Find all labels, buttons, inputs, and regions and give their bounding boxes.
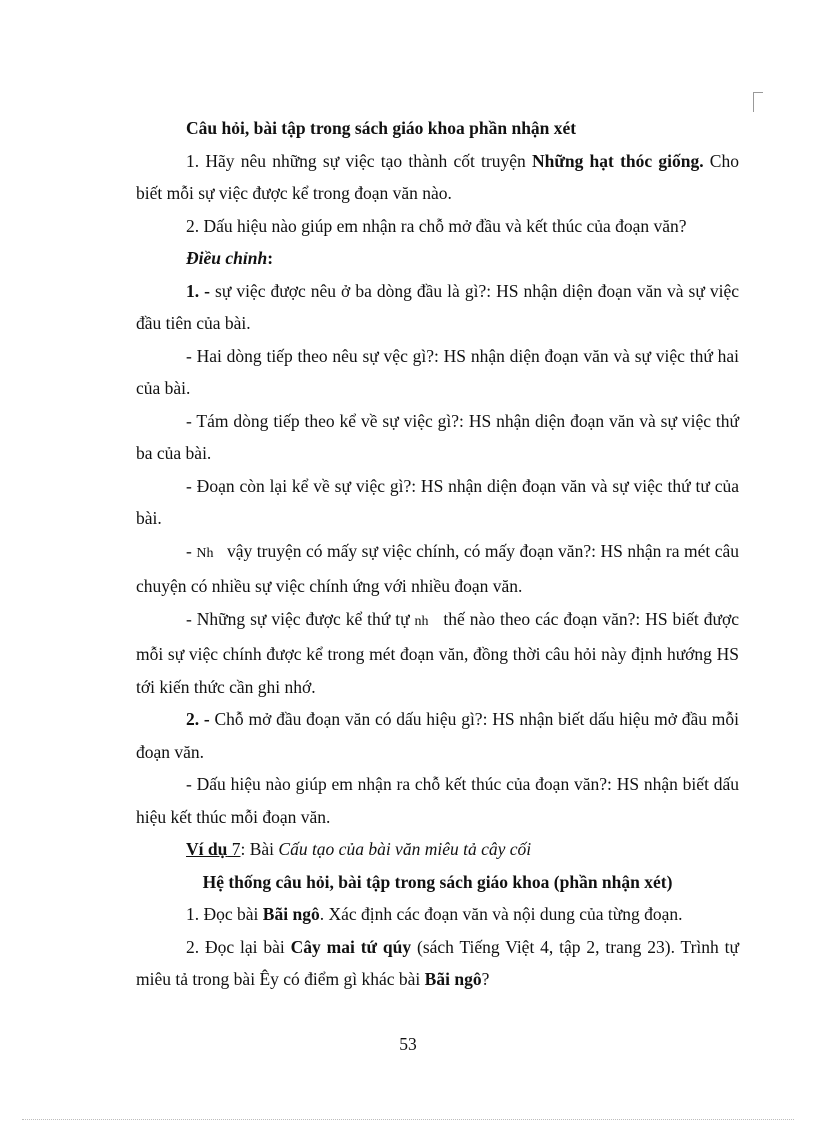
- adjust-heading: Điều chỉnh:: [186, 248, 274, 268]
- answer-1-4: - Đoạn còn lại kể về sự việc gì?: HS nhận diện đoạn văn và sự việc thứ tư của bài.: [136, 475, 739, 528]
- page-bottom-border: [22, 1119, 794, 1120]
- crop-mark: [753, 92, 754, 112]
- exercise-1: 1. Đọc bài Bãi ngô. Xác định các đoạn văn và nội dung của từng đoạn.: [186, 904, 683, 924]
- answer-1-3: - Tám dòng tiếp theo kể về sự việc gì?: HS nhận diện đoạn văn và sự việc thứ ba của bài.: [136, 410, 739, 463]
- example-line: Ví dụ 7: Bài Cấu tạo của bài văn miêu tả cây cối: [186, 839, 532, 859]
- answer-2: 2. - Chỗ mở đầu đoạn văn có dấu hiệu gì?: HS nhận biết dấu hiệu mở đầu mỗi đoạn văn.: [136, 709, 739, 762]
- page-content: [136, 112, 744, 996]
- section-heading: Câu hỏi, bài tập trong sách giáo khoa phần nhận xét: [186, 118, 577, 138]
- section-heading-2: Hệ thống câu hỏi, bài tập trong sách giáo khoa (phần nhận xét): [202, 871, 673, 892]
- answer-1-2: - Hai dòng tiếp theo nêu sự vệc gì?: HS nhận diện đoạn văn và sự việc thứ hai của bài.: [136, 345, 739, 398]
- answer-1-6: - Những sự việc được kể thứ tự nh thế nào theo các đoạn văn?: HS biết được mỗi sự việc chính được kể trong mét đoạn văn, đồng thời câu hỏi này định hướng HS tới kiến thức cần ghi nhớ.: [136, 608, 744, 697]
- question-2: 2. Dấu hiệu nào giúp em nhận ra chỗ mở đầu và kết thúc của đoạn văn?: [186, 215, 687, 236]
- answer-1: 1. - sự việc được nêu ở ba dòng đầu là gì?: HS nhận diện đoạn văn và sự việc đầu tiên của bài.: [136, 280, 740, 333]
- crop-mark: [753, 92, 763, 93]
- exercise-2: 2. Đọc lại bài Cây mai tứ qúy (sách Tiếng Việt 4, tập 2, trang 23). Trình tự miêu tả trong bài Êy có điểm gì khác bài Bãi ngô?: [136, 936, 739, 989]
- answer-2-2: - Dấu hiệu nào giúp em nhận ra chỗ kết thúc của đoạn văn?: HS nhận biết dấu hiệu kết thúc mỗi đoạn văn.: [136, 774, 739, 827]
- question-1: 1. Hãy nêu những sự việc tạo thành cốt truyện Những hạt thóc giống. Cho biết mỗi sự việc được kể trong đoạn văn nào.: [136, 150, 739, 203]
- page-number: 53: [399, 1034, 417, 1054]
- answer-1-5: - Nh vậy truyện có mấy sự việc chính, có mấy đoạn văn?: HS nhận ra mét câu chuyện có nhiều sự việc chính ứng với nhiều đoạn văn.: [136, 540, 744, 596]
